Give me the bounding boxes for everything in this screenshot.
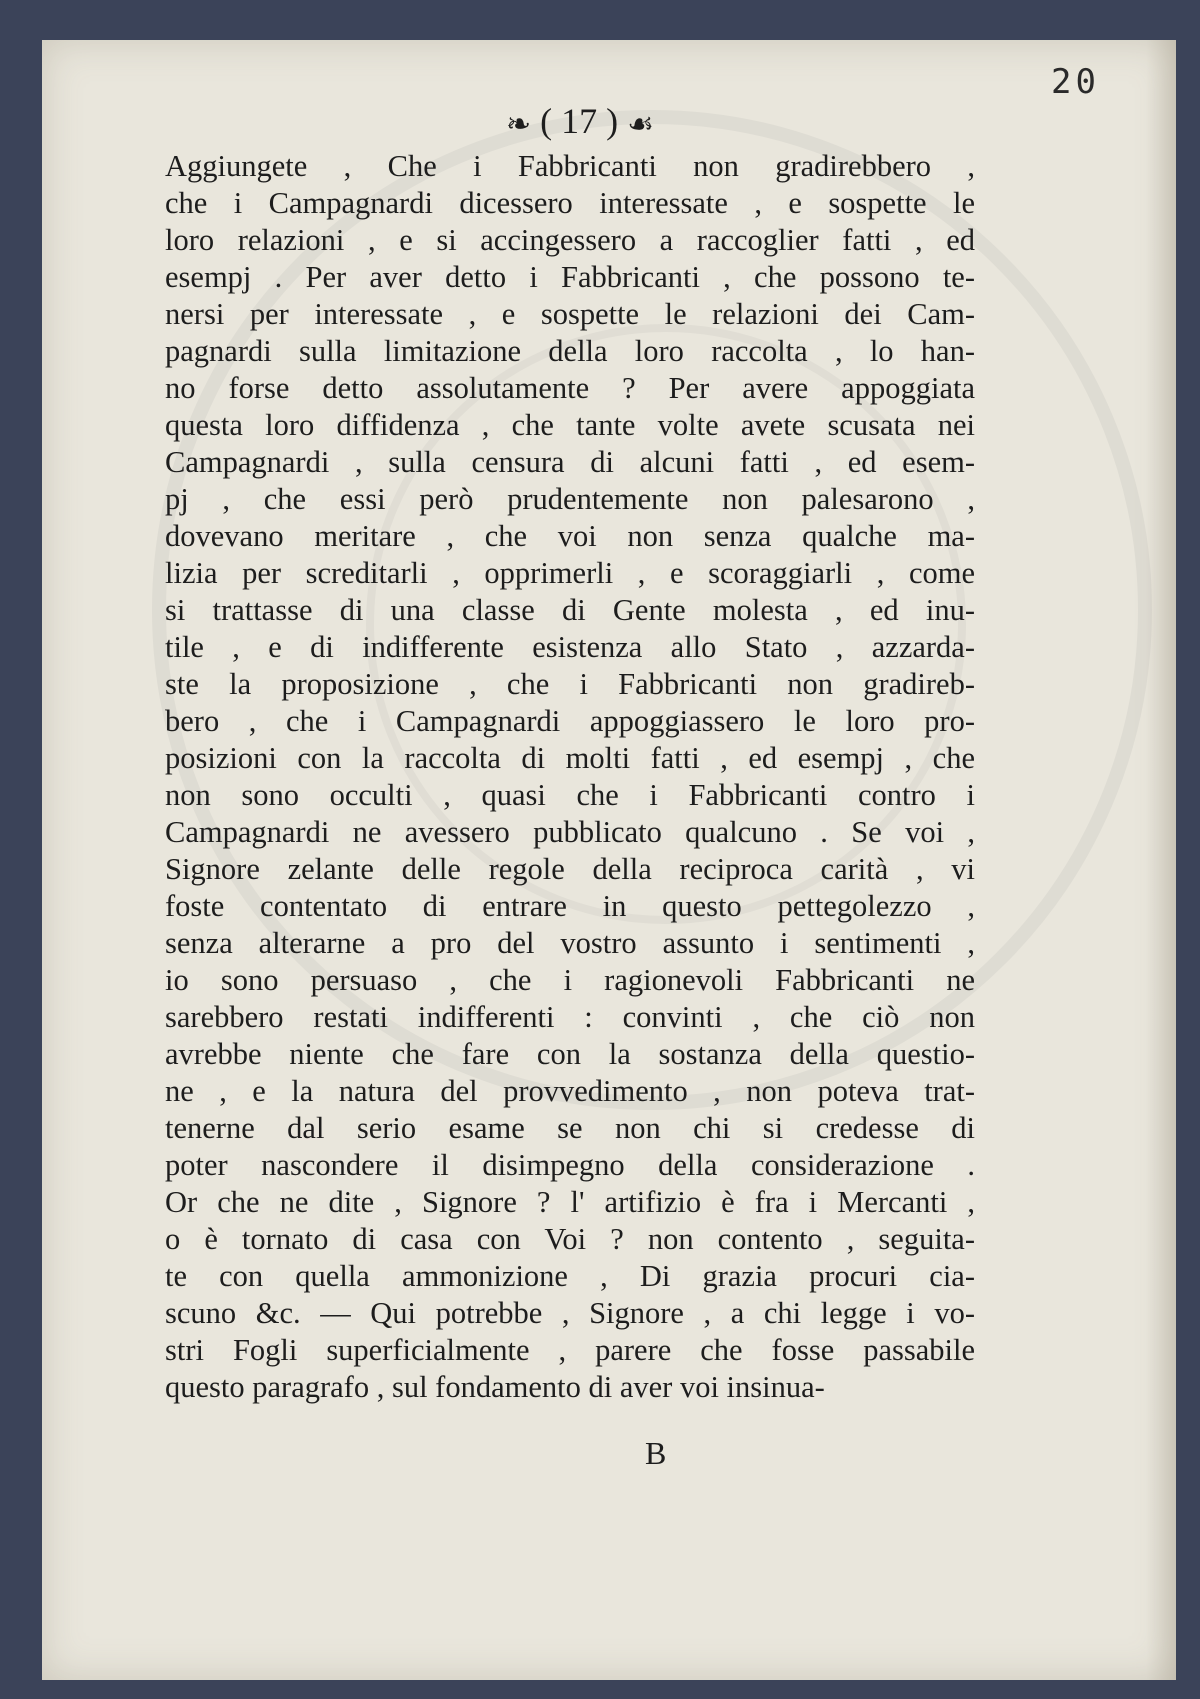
body-text: [165, 148, 975, 1406]
text-line: senza alterarne a pro del vostro assunto i sentimenti ,: [165, 926, 975, 960]
text-line: o è tornato di casa con Voi ? non contento , seguita-: [165, 1222, 975, 1256]
text-line: Or che ne dite , Signore ? l' artifizio è fra i Mercanti ,: [165, 1185, 975, 1219]
text-line: questo paragrafo , sul fondamento di aver voi insinua-: [165, 1370, 825, 1404]
text-line: nersi per interessate , e sospette le relazioni dei Cam-: [165, 297, 975, 331]
text-line: bero , che i Campagnardi appoggiassero le loro pro-: [165, 704, 975, 738]
text-line: Aggiungete , Che i Fabbricanti non gradirebbero ,: [165, 149, 975, 183]
page-edge-shadow: [1146, 40, 1176, 1680]
text-line: tile , e di indifferente esistenza allo Stato , azzarda-: [165, 630, 975, 664]
text-line: pagnardi sulla limitazione della loro raccolta , lo han-: [165, 334, 975, 368]
text-line: io sono persuaso , che i ragionevoli Fabbricanti ne: [165, 963, 975, 997]
text-line: ne , e la natura del provvedimento , non poteva trat-: [165, 1074, 975, 1108]
text-line: poter nascondere il disimpegno della considerazione .: [165, 1148, 975, 1182]
text-line: pj , che essi però prudentemente non palesarono ,: [165, 482, 975, 516]
text-line: ste la proposizione , che i Fabbricanti non gradireb-: [165, 667, 975, 701]
ornament-left-icon: ❧: [505, 108, 532, 142]
ornament-right-icon: ☙: [627, 108, 655, 142]
text-line: te con quella ammonizione , Di grazia procuri cia-: [165, 1259, 975, 1293]
text-line: avrebbe niente che fare con la sostanza della questio-: [165, 1037, 975, 1071]
text-line: dovevano meritare , che voi non senza qualche ma-: [165, 519, 975, 553]
text-line: tenerne dal serio esame se non chi si credesse di: [165, 1111, 975, 1145]
text-line: stri Fogli superficialmente , parere che fosse passabile: [165, 1333, 975, 1367]
text-line: scuno &c. — Qui potrebbe , Signore , a chi legge i vo-: [165, 1296, 975, 1330]
text-line: Signore zelante delle regole della reciproca carità , vi: [165, 852, 975, 886]
text-line: loro relazioni , e si accingessero a raccoglier fatti , ed: [165, 223, 975, 257]
text-line: esempj . Per aver detto i Fabbricanti , che possono te-: [165, 260, 975, 294]
page-number: ( 17 ): [540, 101, 619, 141]
signature-mark: B: [645, 1435, 667, 1471]
text-line: foste contentato di entrare in questo pettegolezzo ,: [165, 889, 975, 923]
text-line: si trattasse di una classe di Gente molesta , ed inu-: [165, 593, 975, 627]
text-line: non sono occulti , quasi che i Fabbricanti contro i: [165, 778, 975, 812]
text-line: posizioni con la raccolta di molti fatti , ed esempj , che: [165, 741, 975, 775]
text-line: Campagnardi , sulla censura di alcuni fatti , ed esem-: [165, 445, 975, 479]
text-line: no forse detto assolutamente ? Per avere appoggiata: [165, 371, 975, 405]
text-line: Campagnardi ne avessero pubblicato qualcuno . Se voi ,: [165, 815, 975, 849]
text-line: che i Campagnardi dicessero interessate , e sospette le: [165, 186, 975, 220]
text-line: lizia per screditarli , opprimerli , e scoraggiarli , come: [165, 556, 975, 590]
page-header: [470, 100, 690, 142]
text-line: sarebbero restati indifferenti : convinti , che ciò non: [165, 1000, 975, 1034]
folio-number: 20: [1051, 62, 1100, 102]
text-line: questa loro diffidenza , che tante volte avete scusata nei: [165, 408, 975, 442]
